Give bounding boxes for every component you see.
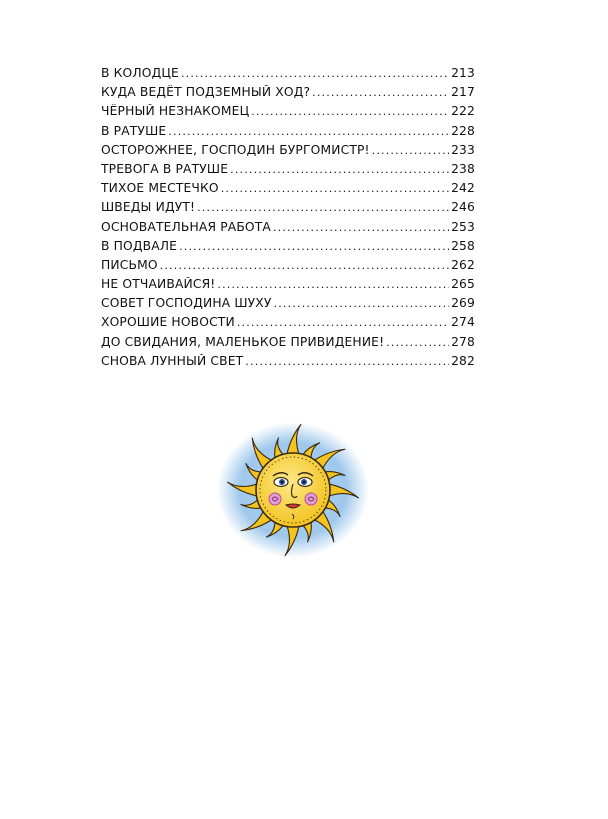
sun-illustration	[213, 408, 373, 568]
toc-dot-leader	[230, 163, 449, 176]
toc-entry-page: 278	[451, 334, 475, 349]
toc-entry-title: ПИСЬМО	[101, 257, 158, 272]
toc-entry-title: ТИХОЕ МЕСТЕЧКО	[101, 181, 219, 196]
toc-entry	[101, 296, 475, 315]
left-cheek	[269, 493, 281, 505]
toc-dot-leader	[217, 278, 449, 291]
table-of-contents	[101, 66, 475, 373]
toc-dot-leader	[179, 240, 449, 253]
toc-entry-page: 265	[451, 277, 475, 292]
right-pupil-center	[303, 481, 306, 484]
toc-entry-page: 217	[451, 85, 475, 100]
toc-dot-leader	[168, 125, 449, 138]
toc-entry	[101, 220, 475, 239]
toc-entry-page: 213	[451, 66, 475, 80]
toc-dot-leader	[197, 201, 449, 214]
toc-dot-leader	[312, 86, 449, 99]
sun-face-icon	[213, 408, 373, 568]
toc-entry-page: 269	[451, 296, 475, 311]
toc-entry-title: В РАТУШЕ	[101, 123, 167, 138]
left-pupil-center	[281, 481, 284, 484]
toc-entry	[101, 104, 475, 123]
toc-entry-page: 238	[451, 161, 475, 176]
toc-entry-title: СНОВА ЛУННЫЙ СВЕТ	[101, 353, 244, 368]
toc-entry	[101, 239, 475, 258]
toc-dot-leader	[245, 355, 449, 368]
toc-entry-title: В ПОДВАЛЕ	[101, 238, 178, 253]
toc-entry-title: ХОРОШИЕ НОВОСТИ	[101, 315, 235, 330]
toc-dot-leader	[372, 144, 449, 157]
toc-entry	[101, 162, 475, 181]
toc-entry-title: ОСНОВАТЕЛЬНАЯ РАБОТА	[101, 219, 271, 234]
toc-entry-page: 233	[451, 142, 475, 157]
toc-dot-leader	[386, 336, 449, 349]
toc-entry	[101, 315, 475, 334]
toc-dot-leader	[181, 67, 449, 80]
toc-dot-leader	[237, 316, 449, 329]
toc-entry-page: 282	[451, 353, 475, 368]
toc-dot-leader	[274, 297, 450, 310]
toc-entry-page: 242	[451, 181, 475, 196]
right-cheek	[305, 493, 317, 505]
toc-dot-leader	[221, 182, 449, 195]
toc-entry	[101, 66, 475, 85]
toc-entry-title: В КОЛОДЦЕ	[101, 66, 179, 80]
toc-entry	[101, 354, 475, 373]
toc-entry	[101, 124, 475, 143]
toc-dot-leader	[273, 221, 449, 234]
toc-entry-title: ДО СВИДАНИЯ, МАЛЕНЬКОЕ ПРИВИДЕНИЕ!	[101, 334, 385, 349]
toc-entry	[101, 181, 475, 200]
toc-entry	[101, 335, 475, 354]
toc-entry-page: 274	[451, 315, 475, 330]
toc-entry-title: НЕ ОТЧАИВАЙСЯ!	[101, 277, 216, 292]
toc-dot-leader	[251, 105, 449, 118]
toc-entry-title: СОВЕТ ГОСПОДИНА ШУХУ	[101, 296, 272, 311]
toc-entry	[101, 143, 475, 162]
toc-entry-title: ТРЕВОГА В РАТУШЕ	[101, 161, 229, 176]
toc-entry-page: 258	[451, 238, 475, 253]
toc-entry-page: 246	[451, 200, 475, 215]
toc-entry-title: КУДА ВЕДЁТ ПОДЗЕМНЫЙ ХОД?	[101, 85, 311, 100]
sun-disc	[256, 453, 330, 527]
toc-entry-title: ЧЁРНЫЙ НЕЗНАКОМЕЦ	[101, 104, 250, 119]
toc-entry	[101, 85, 475, 104]
toc-entry	[101, 277, 475, 296]
toc-entry-title: ШВЕДЫ ИДУТ!	[101, 200, 196, 215]
toc-entry-page: 262	[451, 257, 475, 272]
toc-dot-leader	[160, 259, 449, 272]
toc-entry	[101, 258, 475, 277]
toc-entry-page: 222	[451, 104, 475, 119]
toc-entry-title: ОСТОРОЖНЕЕ, ГОСПОДИН БУРГОМИСТР!	[101, 142, 370, 157]
toc-entry-page: 228	[451, 123, 475, 138]
toc-entry-page: 253	[451, 219, 475, 234]
toc-entry	[101, 200, 475, 219]
